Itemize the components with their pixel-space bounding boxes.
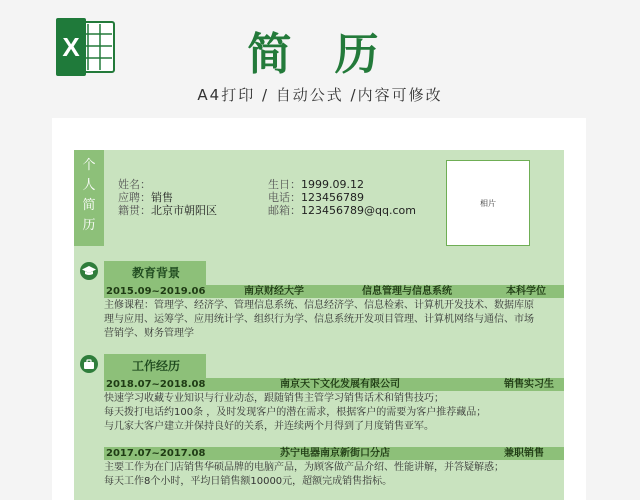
side-tab-char: 简 (82, 198, 96, 213)
origin-value: 北京市朝阳区 (151, 204, 217, 217)
resume-panel (74, 150, 564, 500)
course-line: 理与应用、运筹学、应用统计学、组织行为学、信息系统开发项目管理、计算机网络与通信、市场 (104, 314, 534, 325)
graduation-cap-icon (80, 262, 98, 280)
education-degree: 本科学位 (506, 286, 546, 297)
work-period: 2018.07~2018.08 (106, 379, 206, 390)
resume-paper (52, 118, 586, 500)
course-line: 营销学、财务管理学 (104, 328, 194, 339)
work-line: 每天拨打电话约100条 ，及时发现客户的潜在需求，根据客户的需要为客户推荐藏品； (104, 407, 487, 418)
photo-placeholder[interactable] (446, 160, 530, 246)
email-value: 123456789@qq.com (301, 204, 416, 217)
email-label: 邮箱： (268, 204, 301, 217)
work-row (104, 378, 564, 391)
side-tab-char: 历 (82, 218, 96, 233)
svg-text:X: X (62, 32, 80, 62)
work-heading: 工作经历 (104, 354, 206, 378)
photo-label: 相片 (480, 198, 496, 208)
job-label: 应聘： (118, 191, 151, 204)
side-tab-char: 个 (82, 158, 96, 173)
education-school: 南京财经大学 (244, 286, 304, 297)
birth-row (268, 178, 364, 192)
birth-label: 生日： (268, 178, 301, 191)
education-period: 2015.09~2019.06 (106, 286, 206, 297)
work-description (104, 392, 560, 434)
education-major: 信息管理与信息系统 (362, 286, 452, 297)
page-subtitle: A4打印 / 自动公式 /内容可修改 (197, 86, 443, 104)
job-row (118, 191, 173, 205)
work-period: 2017.07~2017.08 (106, 448, 206, 459)
work-company: 南京天下文化发展有限公司 (280, 379, 400, 390)
phone-value: 123456789 (301, 191, 364, 204)
origin-label: 籍贯： (118, 204, 151, 217)
personal-resume-tab (74, 150, 104, 246)
work-line: 主要工作为在门店销售华硕品牌的电脑产品，为顾客做产品介绍、性能讲解，并答疑解惑； (104, 462, 504, 473)
side-tab-char: 人 (82, 178, 96, 193)
course-line: 主修课程：管理学、经济学、管理信息系统、信息经济学、信息检索、计算机开发技术、数据库原 (104, 300, 534, 311)
work-description (104, 461, 560, 489)
name-row (118, 178, 151, 192)
phone-label: 电话： (268, 191, 301, 204)
work-line: 与几家大客户建立并保持良好的关系，并连续两个月得到了月度销售亚军。 (104, 421, 434, 432)
work-line: 每天工作8个小时，平均日销售额10000元，超额完成销售指标。 (104, 476, 393, 487)
email-row (268, 204, 416, 218)
phone-row (268, 191, 364, 205)
work-company: 苏宁电器南京新街口分店 (280, 448, 390, 459)
page-title: 简 历 (247, 29, 393, 80)
work-role: 兼职销售 (504, 448, 544, 459)
job-value: 销售 (151, 191, 173, 204)
birth-value: 1999.09.12 (301, 178, 364, 191)
work-role: 销售实习生 (504, 379, 554, 390)
briefcase-icon (80, 355, 98, 373)
education-heading: 教育背景 (104, 261, 206, 285)
name-label: 姓名： (118, 178, 151, 191)
work-row (104, 447, 564, 460)
origin-row (118, 204, 217, 218)
education-row (104, 285, 564, 298)
work-line: 快速学习收藏专业知识与行业动态，跟随销售主管学习销售话术和销售技巧； (104, 393, 444, 404)
education-courses (104, 299, 560, 341)
